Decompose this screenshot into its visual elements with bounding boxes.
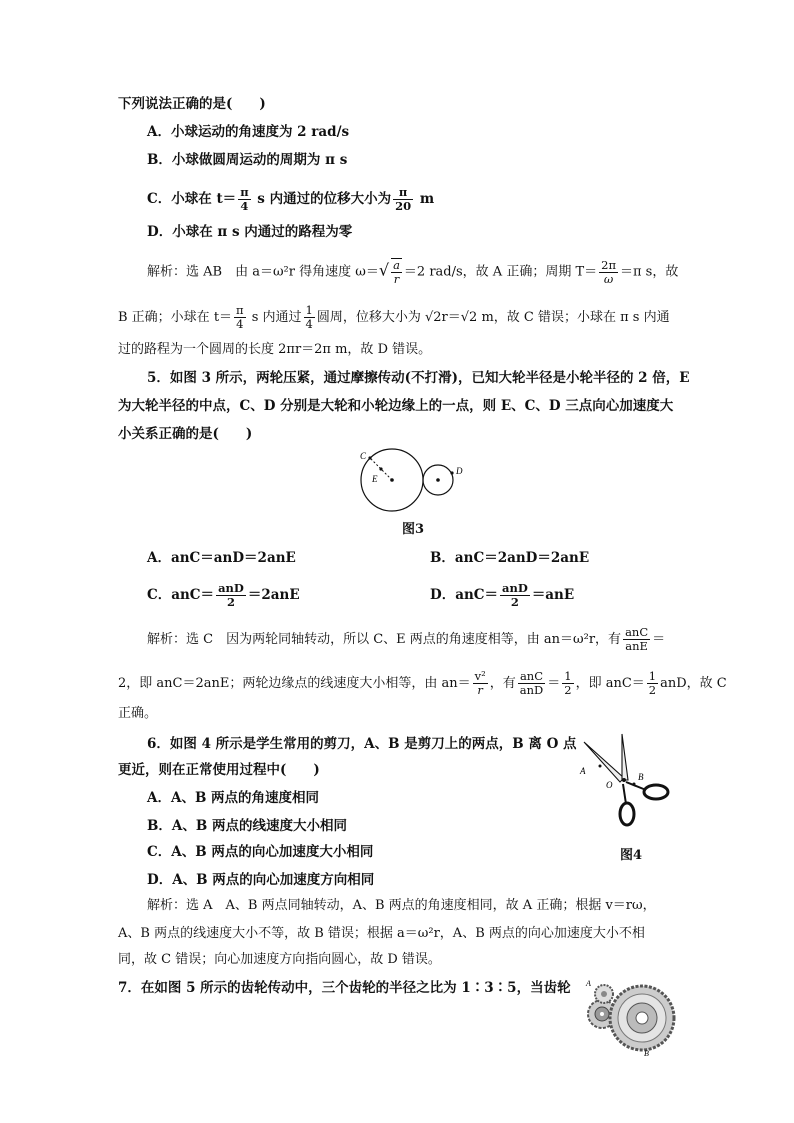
label-e: E bbox=[372, 474, 378, 484]
label-a: A bbox=[580, 766, 586, 776]
label-a: A bbox=[586, 979, 591, 988]
scissor-handle-ring2 bbox=[620, 803, 634, 825]
q5-solution-line1: 解析：选 C 因为两轮同轴转动，所以 C、E 两点的角速度相等，由 an＝ω²r，有 $\frac{\text{anC}}{\text{anE}}$ ＝ bbox=[147, 625, 666, 653]
q5-option-d: D．anC＝ $\frac{\text{anD}}{2}$ ＝anE bbox=[430, 581, 575, 609]
fraction: $\frac{1}{4}$ bbox=[305, 303, 313, 331]
q6-solution-line2: A、B 两点的线速度大小不等，故 B 错误；根据 a＝ω²r，A、B 两点的向心加速度大小不相 bbox=[118, 926, 645, 941]
q5-stem-line3: 小关系正确的是( ) bbox=[118, 426, 253, 442]
q5-option-b: B．anC＝2anD＝2anE bbox=[430, 550, 590, 566]
q4-solution-line2: B 正确；小球在 t＝ $\frac{\pi}{4}$ s 内通过 $\frac{1}{4}$ 圆周，位移大小为 √2r＝√2 m，故 C 错误；小球在 π s 内通 bbox=[118, 303, 670, 331]
label-b: B bbox=[644, 1049, 649, 1058]
fraction: $\frac{\pi}{4}$ bbox=[240, 185, 249, 213]
scissor-handle-arm2 bbox=[623, 784, 626, 804]
q4-option-a: A．小球运动的角速度为 2 rad/s bbox=[147, 124, 350, 140]
q4-option-b: B．小球做圆周运动的周期为 π s bbox=[147, 152, 348, 168]
q4-solution-line3: 过的路程为一个圆周的长度 2πr＝2π m，故 D 错误。 bbox=[118, 342, 432, 357]
q6-solution-line1: 解析：选 A A、B 两点同轴转动，A、B 两点的角速度相同，故 A 正确；根据 v＝rω， bbox=[147, 898, 656, 913]
scissor-handle-arm1 bbox=[626, 782, 646, 790]
figure-4-scissors bbox=[576, 730, 676, 830]
q5-stem-line2: 为大轮半径的中点，C、D 分别是大轮和小轮边缘上的一点，则 E、C、D 三点向心加速度大 bbox=[118, 398, 674, 414]
scissor-blade-lower bbox=[622, 734, 628, 780]
scissor-blade-upper bbox=[584, 742, 624, 782]
q6-solution-line3: 同，故 C 错误；向心加速度方向指向圆心，故 D 错误。 bbox=[118, 952, 441, 967]
figure-3-wheels bbox=[352, 446, 472, 516]
fraction: $\frac{\pi}{20}$ bbox=[395, 185, 412, 213]
q4-solution-line1: 解析：选 AB 由 a＝ω²r 得角速度 ω＝√ $\frac{a}{r}$ ＝2 rad/s，故 A 正确；周期 T＝ $\frac{2\pi}{\omega}$ ＝π s，故 bbox=[147, 257, 679, 286]
gear-medium bbox=[595, 985, 613, 1003]
point-d bbox=[450, 471, 453, 474]
figure-5-gears bbox=[580, 974, 680, 1060]
q5-solution-line3: 正确。 bbox=[118, 706, 158, 721]
label-d: D bbox=[456, 466, 463, 476]
q6-option-b: B．A、B 两点的线速度大小相同 bbox=[147, 818, 347, 834]
label-b: B bbox=[638, 772, 644, 782]
label-c: C bbox=[360, 451, 367, 461]
q6-option-c: C．A、B 两点的向心加速度大小相同 bbox=[147, 844, 374, 860]
fraction: $\frac{\text{anD}}{2}$ bbox=[218, 581, 244, 609]
q6-stem-line2: 更近，则在正常使用过程中( ) bbox=[118, 762, 320, 778]
pivot-point-o bbox=[622, 778, 626, 782]
q6-stem-line1: 6．如图 4 所示是学生常用的剪刀，A、B 是剪刀上的两点，B 离 O 点 bbox=[147, 736, 577, 752]
gear-large bbox=[610, 986, 674, 1050]
q5-solution-line2: 2，即 anC＝2anE；两轮边缘点的线速度大小相等，由 an＝ $\frac{\text{v²}}{r}$ ，有 $\frac{\text{anC}}{\text{anD}}$ ＝ $\frac{1}{2}$ ，即 anC＝ $\frac{1}{2}$ anD，故 C bbox=[118, 669, 727, 697]
small-wheel-center bbox=[436, 478, 440, 482]
fraction: $\frac{\text{anC}}{\text{anE}}$ bbox=[625, 625, 649, 653]
q7-stem-line1: 7．在如图 5 所示的齿轮传动中，三个齿轮的半径之比为 1∶3∶5，当齿轮 bbox=[118, 980, 571, 996]
label-o: O bbox=[606, 780, 613, 790]
figure-3-caption: 图3 bbox=[402, 522, 425, 537]
fraction: $\frac{2\pi}{\omega}$ bbox=[601, 257, 616, 286]
q5-stem-line1: 5．如图 3 所示，两轮压紧，通过摩擦传动(不打滑)，已知大轮半径是小轮半径的 2 倍，E bbox=[147, 370, 690, 386]
fraction: $\frac{\text{anD}}{2}$ bbox=[502, 581, 528, 609]
fraction: $\frac{\pi}{4}$ bbox=[236, 303, 244, 331]
point-a bbox=[599, 765, 602, 768]
fraction: $\frac{\text{v²}}{r}$ bbox=[474, 669, 486, 697]
sqrt-fraction: √ $\frac{a}{r}$ bbox=[378, 258, 400, 286]
q6-option-a: A．A、B 两点的角速度相同 bbox=[147, 790, 320, 806]
q4-option-c: C．小球在 t＝ $\frac{\pi}{4}$ s 内通过的位移大小为 $\frac{\pi}{20}$ m bbox=[147, 185, 435, 213]
q4-stem-tail: 下列说法正确的是( ) bbox=[118, 96, 266, 112]
q6-option-d: D．A、B 两点的向心加速度方向相同 bbox=[147, 872, 375, 888]
fraction: $\frac{\text{anC}}{\text{anD}}$ bbox=[519, 669, 544, 697]
scissor-handle-ring1 bbox=[644, 785, 668, 799]
point-c bbox=[368, 456, 371, 459]
q5-option-a: A．anC＝anD＝2anE bbox=[147, 550, 296, 566]
fraction: $\frac{1}{2}$ bbox=[564, 669, 572, 697]
figure-4-caption: 图4 bbox=[620, 848, 643, 863]
q4-option-d: D．小球在 π s 内通过的路程为零 bbox=[147, 224, 353, 240]
point-b bbox=[633, 783, 636, 786]
q5-option-c: C．anC＝ $\frac{\text{anD}}{2}$ ＝2anE bbox=[147, 581, 300, 609]
fraction: $\frac{1}{2}$ bbox=[648, 669, 657, 697]
point-e bbox=[379, 467, 382, 470]
